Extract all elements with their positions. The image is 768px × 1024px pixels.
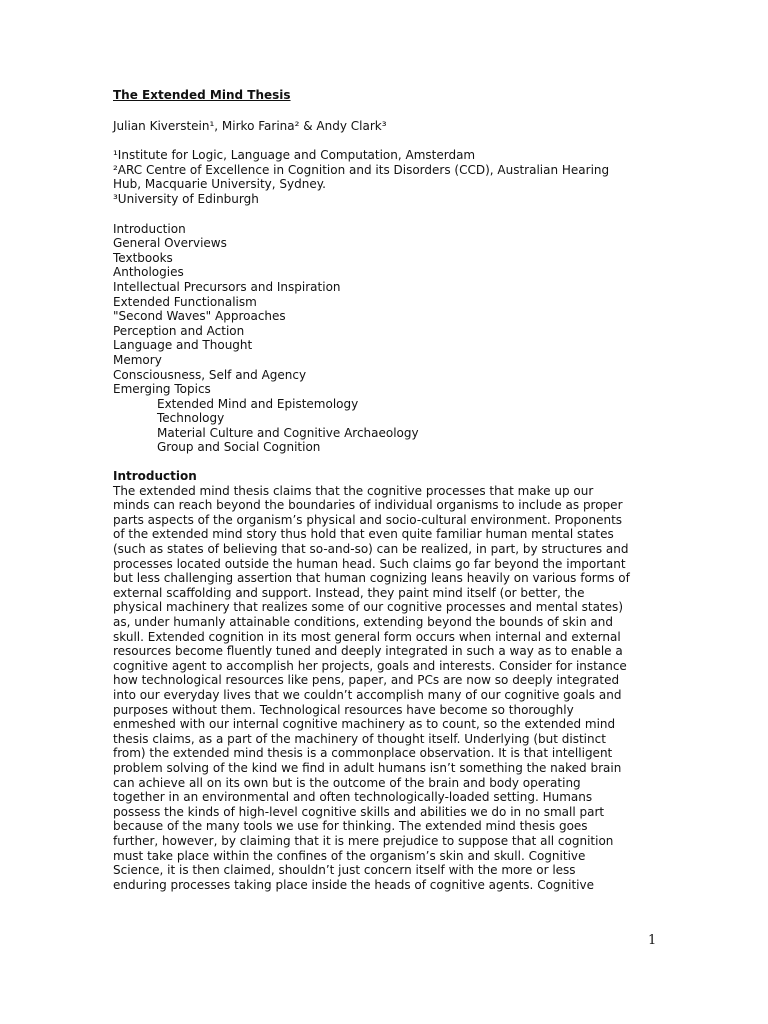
body-line: together in an environmental and often technologically-loaded setting. Humans [113, 790, 593, 805]
body-line: how technological resources like pens, paper, and PCs are now so deeply integrated [113, 673, 620, 688]
body-line: minds can reach beyond the boundaries of individual organisms to include as proper [113, 498, 623, 513]
body-line: of the extended mind story thus hold that even quite familiar human mental states [113, 527, 614, 542]
toc-subitem: Group and Social Cognition [157, 440, 321, 455]
toc-item: Introduction [113, 221, 186, 236]
toc-item: Extended Functionalism [113, 294, 257, 309]
body-line: enmeshed with our internal cognitive machinery as to count, so the extended mind [113, 717, 616, 732]
toc-item: "Second Waves" Approaches [113, 309, 286, 324]
affiliations [113, 148, 658, 206]
body-line: physical machinery that realizes some of our cognitive processes and mental states) [113, 600, 623, 615]
body-line: because of the many tools we use for thinking. The extended mind thesis goes [113, 819, 588, 834]
toc-item: Memory [113, 352, 162, 367]
toc-item: General Overviews [113, 236, 227, 251]
toc-item: Emerging Topics [113, 382, 211, 397]
body-line: cognitive agent to accomplish her projects, goals and interests. Consider for instance [113, 658, 627, 673]
body-line: processes located outside the human head. Such claims go far beyond the important [113, 556, 626, 571]
introduction-body [113, 484, 658, 893]
body-line: resources become fluently tuned and deeply integrated in such a way as to enable a [113, 644, 623, 659]
body-line: problem solving of the kind we find in adult humans isn’t something the naked brain [113, 760, 622, 775]
body-line: enduring processes taking place inside the heads of cognitive agents. Cognitive [113, 877, 594, 892]
body-line: can achieve all on its own but is the outcome of the brain and body operating [113, 775, 581, 790]
body-line: thesis claims, as a part of the machinery of thought itself. Underlying (but distinct [113, 731, 606, 746]
author-line: Julian Kiverstein¹, Mirko Farina² & Andy Clark³ [113, 118, 387, 133]
body-line: purposes without them. Technological resources have become so thoroughly [113, 702, 574, 717]
document-page [113, 88, 658, 892]
page-number: 1 [648, 933, 657, 948]
toc-subitem: Extended Mind and Epistemology [157, 396, 359, 411]
body-line: external scaffolding and support. Instead, they paint mind itself (or better, the [113, 585, 585, 600]
body-line: further, however, by claiming that it is mere prejudice to suppose that all cognition [113, 833, 614, 848]
section-heading: Introduction [113, 469, 197, 484]
document-title: The Extended Mind Thesis [113, 88, 291, 102]
body-line: skull. Extended cognition in its most general form occurs when internal and external [113, 629, 621, 644]
body-line: (such as states of believing that so-and-so) can be realized, in part, by structures and [113, 542, 629, 557]
body-line: from) the extended mind thesis is a commonplace observation. It is that intelligent [113, 746, 613, 761]
body-line: but less challenging assertion that human cognizing leans heavily on various forms of [113, 571, 630, 586]
affiliation-line: ¹Institute for Logic, Language and Computation, Amsterdam [113, 148, 476, 163]
toc-item: Perception and Action [113, 323, 245, 338]
toc-item: Textbooks [113, 250, 173, 265]
body-line: The extended mind thesis claims that the cognitive processes that make up our [113, 483, 594, 498]
body-line: Science, it is then claimed, shouldn’t just concern itself with the more or less [113, 863, 576, 878]
affiliation-line: Hub, Macquarie University, Sydney. [113, 177, 326, 192]
body-line: into our everyday lives that we couldn’t accomplish many of our cognitive goals and [113, 687, 622, 702]
toc-item: Intellectual Precursors and Inspiration [113, 279, 341, 294]
body-line: possess the kinds of high-level cognitive skills and abilities we do in no small part [113, 804, 605, 819]
toc-subitem: Technology [157, 411, 225, 426]
toc-item: Anthologies [113, 265, 184, 280]
toc-item: Language and Thought [113, 338, 253, 353]
affiliation-line: ³University of Edinburgh [113, 191, 259, 206]
toc-item: Consciousness, Self and Agency [113, 367, 307, 382]
toc-subitem: Material Culture and Cognitive Archaeology [157, 425, 419, 440]
body-line: as, under humanly attainable conditions, extending beyond the bounds of skin and [113, 615, 613, 629]
body-line: must take place within the confines of the organism’s skin and skull. Cognitive [113, 848, 586, 863]
introduction-section [113, 469, 658, 892]
body-line: parts aspects of the organism’s physical and socio-cultural environment. Proponents [113, 512, 623, 527]
affiliation-line: ²ARC Centre of Excellence in Cognition and its Disorders (CCD), Australian Hearing [113, 162, 610, 177]
table-of-contents [113, 222, 658, 456]
